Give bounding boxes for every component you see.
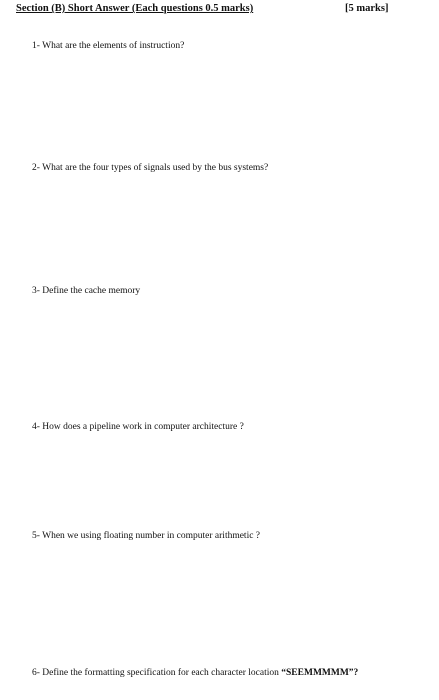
question-6-text: 6- Define the formatting specification for each character location — [32, 668, 282, 678]
question-1: 1- What are the elements of instruction? — [32, 41, 185, 51]
question-5: 5- When we using floating number in computer arithmetic ? — [32, 531, 261, 541]
question-3: 3- Define the cache memory — [32, 286, 141, 296]
question-6 — [32, 668, 358, 678]
section-title: Section (B) Short Answer (Each questions 0.5 marks) — [16, 3, 254, 14]
question-2: 2- What are the four types of signals used by the bus systems? — [32, 163, 269, 173]
question-6-emphasis: “SEEMMMMM”? — [281, 668, 359, 678]
section-marks: [5 marks] — [345, 3, 389, 14]
question-4: 4- How does a pipeline work in computer architecture ? — [32, 422, 244, 432]
